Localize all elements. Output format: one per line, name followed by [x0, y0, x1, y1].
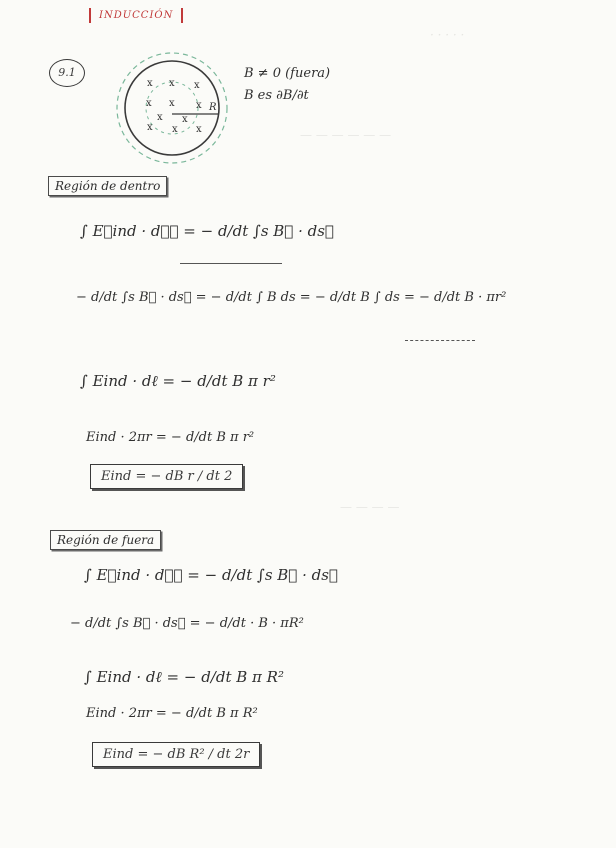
field-mark: x: [169, 78, 175, 89]
field-mark: x: [147, 122, 153, 133]
underline-mark: [405, 340, 475, 341]
inside-equation-4: Eind · 2πr = − d/dt B π r²: [86, 430, 255, 445]
outside-equation-3: ∫ Eind · dℓ = − d/dt B π R²: [84, 668, 284, 686]
inside-equation-2: − d/dt ∫s B⃗ · ds⃗ = − d/dt ∫ B ds = − d/dt B ∫ ds = − d/dt B · πr²: [76, 290, 507, 305]
problem-number: 9.1: [49, 59, 85, 87]
field-mark: x: [196, 100, 202, 111]
field-note-1: B ≠ 0 (fuera): [244, 66, 331, 81]
outside-equation-1: ∫ E⃗ind · dℓ⃗ = − d/dt ∫s B⃗ · ds⃗: [84, 566, 338, 584]
field-mark: x: [146, 98, 152, 109]
bleed-through-text: · · · · ·: [430, 28, 465, 42]
outside-equation-2: − d/dt ∫s B⃗ · ds⃗ = − d/dt · B · πR²: [70, 616, 304, 631]
section-label-inside: Región de dentro: [48, 176, 167, 196]
underline-mark: [180, 263, 282, 264]
magnetic-field-diagram: [110, 48, 240, 168]
bleed-through-text: — — — — — —: [300, 128, 392, 142]
field-mark: x: [196, 124, 202, 135]
bleed-through-text: — — — —: [340, 500, 400, 514]
field-mark: x: [157, 112, 163, 123]
radius-label: R: [209, 102, 217, 113]
inside-equation-3: ∫ Eind · dℓ = − d/dt B π r²: [80, 372, 276, 390]
outside-result-box: Eind = − dB R² / dt 2r: [92, 742, 260, 767]
page-title: INDUCCIÓN: [89, 8, 183, 23]
section-label-outside: Región de fuera: [50, 530, 161, 550]
field-mark: x: [169, 98, 175, 109]
field-mark: x: [147, 78, 153, 89]
field-note-2: B es ∂B/∂t: [244, 88, 309, 103]
field-mark: x: [172, 124, 178, 135]
outside-equation-4: Eind · 2πr = − d/dt B π R²: [86, 706, 258, 721]
inside-result-box: Eind = − dB r / dt 2: [90, 464, 243, 489]
inside-equation-1: ∫ E⃗ind · dℓ⃗ = − d/dt ∫s B⃗ · ds⃗: [80, 222, 334, 240]
field-mark: x: [182, 114, 188, 125]
field-mark: x: [194, 80, 200, 91]
